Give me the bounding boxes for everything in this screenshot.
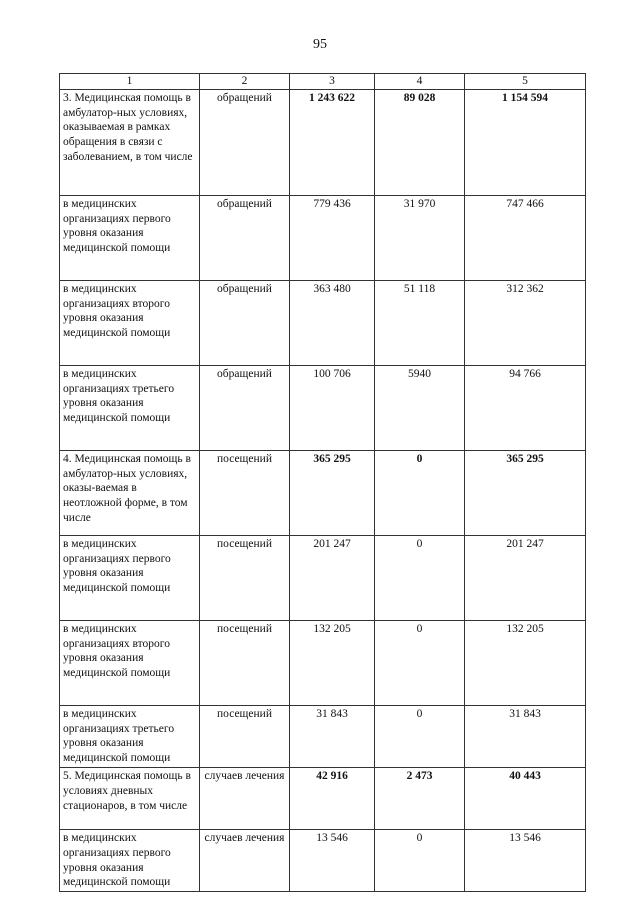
row-value-col5: 132 205 [465,620,586,705]
row-value-col3: 363 480 [290,280,375,365]
column-header-1: 1 [60,74,200,90]
row-value-col3: 201 247 [290,535,375,620]
row-value-col5: 312 362 [465,280,586,365]
row-unit: посещений [200,705,290,767]
row-value-col4: 0 [375,450,465,535]
row-value-col4: 51 118 [375,280,465,365]
data-table [59,73,586,892]
row-unit: обращений [200,365,290,450]
table-row [60,829,586,891]
row-value-col3: 365 295 [290,450,375,535]
row-value-col4: 5940 [375,365,465,450]
table-row [60,705,586,767]
table-row [60,450,586,535]
table-row [60,195,586,280]
row-description: в медицинских организациях первого уровня оказания медицинской помощи [60,535,200,620]
row-value-col5: 31 843 [465,705,586,767]
row-value-col4: 0 [375,829,465,891]
row-value-col3: 779 436 [290,195,375,280]
table-row [60,620,586,705]
row-value-col4: 31 970 [375,195,465,280]
row-unit: посещений [200,535,290,620]
row-description: 3. Медицинская помощь в амбулатор-ных условиях, оказываемая в рамках обращения в связи с заболеванием, в том числе [60,89,200,195]
row-description: в медицинских организациях второго уровня оказания медицинской помощи [60,280,200,365]
row-description: в медицинских организациях третьего уровня оказания медицинской помощи [60,705,200,767]
table-row [60,365,586,450]
row-value-col3: 31 843 [290,705,375,767]
table-row [60,280,586,365]
row-value-col5: 365 295 [465,450,586,535]
row-description: в медицинских организациях второго уровня оказания медицинской помощи [60,620,200,705]
row-value-col3: 100 706 [290,365,375,450]
row-unit: случаев лечения [200,829,290,891]
row-unit: посещений [200,620,290,705]
table-row [60,89,586,195]
column-header-3: 3 [290,74,375,90]
row-description: в медицинских организациях первого уровня оказания медицинской помощи [60,195,200,280]
row-unit: обращений [200,195,290,280]
row-value-col5: 201 247 [465,535,586,620]
row-unit: обращений [200,280,290,365]
column-header-2: 2 [200,74,290,90]
row-unit: случаев лечения [200,767,290,829]
row-value-col4: 0 [375,535,465,620]
row-value-col5: 94 766 [465,365,586,450]
row-description: в медицинских организациях первого уровня оказания медицинской помощи [60,829,200,891]
row-value-col3: 42 916 [290,767,375,829]
row-value-col3: 1 243 622 [290,89,375,195]
row-description: в медицинских организациях третьего уровня оказания медицинской помощи [60,365,200,450]
row-value-col4: 0 [375,705,465,767]
row-value-col5: 747 466 [465,195,586,280]
column-header-4: 4 [375,74,465,90]
row-value-col3: 13 546 [290,829,375,891]
row-value-col3: 132 205 [290,620,375,705]
page-number: 95 [313,37,327,52]
row-value-col4: 89 028 [375,89,465,195]
row-value-col5: 1 154 594 [465,89,586,195]
table-row [60,535,586,620]
row-value-col5: 40 443 [465,767,586,829]
table-row [60,767,586,829]
row-value-col4: 0 [375,620,465,705]
row-value-col5: 13 546 [465,829,586,891]
row-value-col4: 2 473 [375,767,465,829]
row-unit: обращений [200,89,290,195]
row-description: 5. Медицинская помощь в условиях дневных стационаров, в том числе [60,767,200,829]
row-description: 4. Медицинская помощь в амбулатор-ных условиях, оказы-ваемая в неотложной форме, в том числе [60,450,200,535]
table-header-row [60,74,586,90]
column-header-5: 5 [465,74,586,90]
row-unit: посещений [200,450,290,535]
